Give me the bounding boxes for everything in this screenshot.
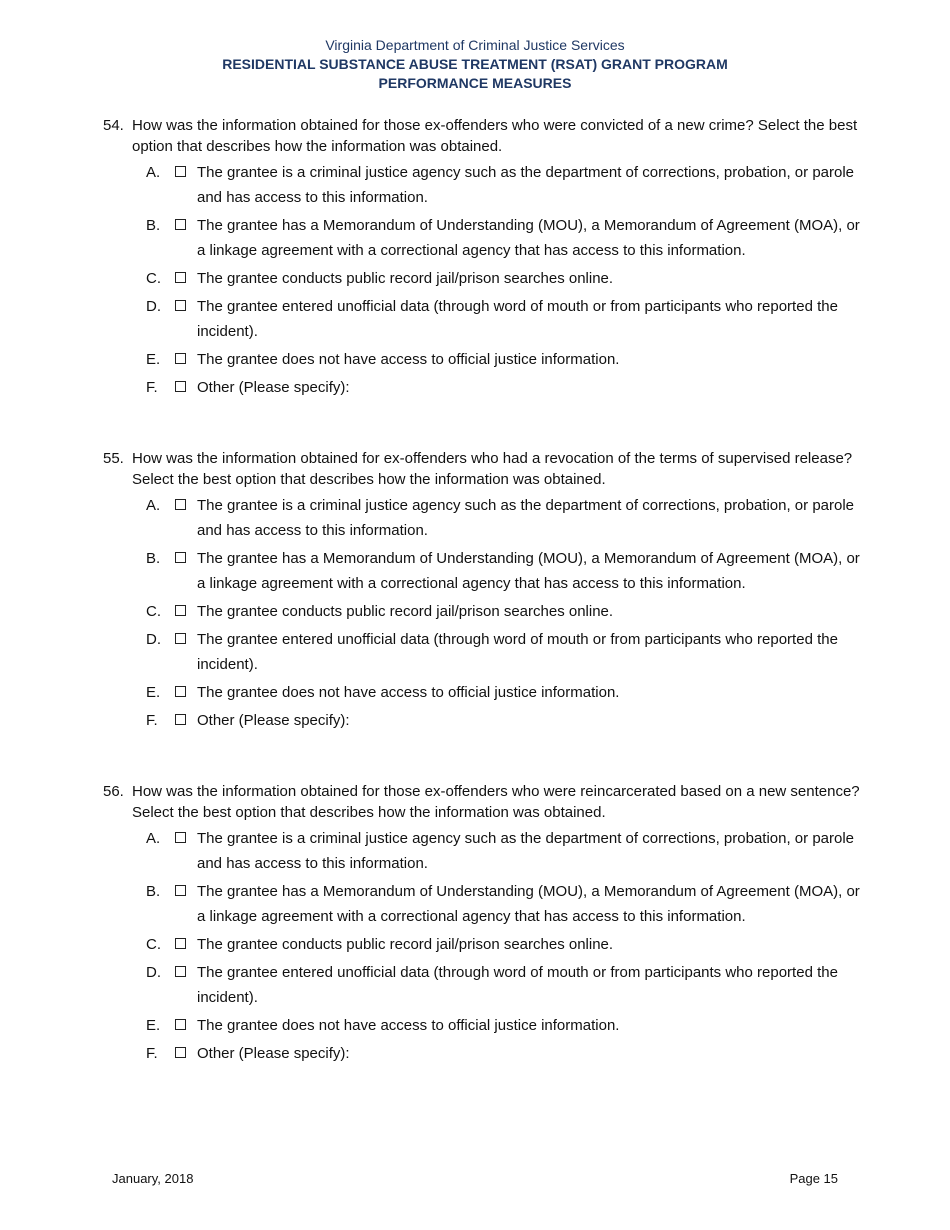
option-d xyxy=(103,627,863,677)
option-letter: D. xyxy=(146,964,161,981)
option-text: Other (Please specify): xyxy=(197,1045,350,1062)
option-text: The grantee conducts public record jail/prison searches online. xyxy=(197,270,614,287)
option-f xyxy=(103,1041,863,1066)
checkbox[interactable] xyxy=(175,938,186,949)
question-55 xyxy=(103,448,863,736)
question-54 xyxy=(103,115,863,403)
option-letter: C. xyxy=(146,936,161,953)
footer-page-number: Page 15 xyxy=(789,1171,838,1186)
option-letter: F. xyxy=(146,379,158,396)
program-title: RESIDENTIAL SUBSTANCE ABUSE TREATMENT (RSAT) GRANT PROGRAM xyxy=(222,56,728,72)
checkbox[interactable] xyxy=(175,686,186,697)
checkbox[interactable] xyxy=(175,714,186,725)
option-letter: E. xyxy=(146,684,161,701)
option-letter: B. xyxy=(146,217,161,234)
checkbox[interactable] xyxy=(175,272,186,283)
option-b xyxy=(103,879,863,929)
option-d xyxy=(103,294,863,344)
option-list xyxy=(103,493,863,733)
footer-date: January, 2018 xyxy=(112,1171,194,1186)
option-list xyxy=(103,826,863,1066)
checkbox[interactable] xyxy=(175,1019,186,1030)
question-prompt xyxy=(103,448,863,490)
option-letter: A. xyxy=(146,830,161,847)
option-e xyxy=(103,1013,863,1038)
option-letter: E. xyxy=(146,351,161,368)
option-text: The grantee has a Memorandum of Understanding (MOU), a Memorandum of Agreement (MOA), or a linkage agreement with a correctional agency that has access to this information. xyxy=(197,550,860,592)
option-text: The grantee is a criminal justice agency such as the department of corrections, probation, or parole and has access to this information. xyxy=(197,497,855,539)
question-prompt xyxy=(103,115,863,157)
option-letter: A. xyxy=(146,164,161,181)
option-e xyxy=(103,680,863,705)
option-text: The grantee entered unofficial data (through word of mouth or from participants who reported the incident). xyxy=(197,631,838,673)
checkbox[interactable] xyxy=(175,499,186,510)
option-text: The grantee does not have access to official justice information. xyxy=(197,684,620,701)
option-text: The grantee entered unofficial data (through word of mouth or from participants who reported the incident). xyxy=(197,964,838,1006)
option-c xyxy=(103,266,863,291)
option-letter: C. xyxy=(146,270,161,287)
checkbox[interactable] xyxy=(175,381,186,392)
checkbox[interactable] xyxy=(175,605,186,616)
question-text: How was the information obtained for those ex-offenders who were reincarcerated based on a new sentence? Select the best option that describes how the information was obtained. xyxy=(132,783,860,821)
option-a xyxy=(103,493,863,543)
agency-name: Virginia Department of Criminal Justice Services xyxy=(325,37,625,53)
option-text: The grantee has a Memorandum of Understanding (MOU), a Memorandum of Agreement (MOA), or a linkage agreement with a correctional agency that has access to this information. xyxy=(197,883,860,925)
option-letter: F. xyxy=(146,712,158,729)
option-list xyxy=(103,160,863,400)
option-d xyxy=(103,960,863,1010)
option-f xyxy=(103,375,863,400)
option-letter: E. xyxy=(146,1017,161,1034)
page-subtitle: PERFORMANCE MEASURES xyxy=(378,75,572,91)
option-b xyxy=(103,546,863,596)
checkbox[interactable] xyxy=(175,1047,186,1058)
question-number: 54. xyxy=(103,117,124,134)
question-number: 56. xyxy=(103,783,124,800)
option-b xyxy=(103,213,863,263)
option-c xyxy=(103,599,863,624)
option-letter: D. xyxy=(146,298,161,315)
option-text: The grantee does not have access to official justice information. xyxy=(197,351,620,368)
option-text: The grantee has a Memorandum of Understanding (MOU), a Memorandum of Agreement (MOA), or a linkage agreement with a correctional agency that has access to this information. xyxy=(197,217,860,259)
option-text: The grantee does not have access to official justice information. xyxy=(197,1017,620,1034)
option-a xyxy=(103,826,863,876)
option-c xyxy=(103,932,863,957)
option-text: The grantee conducts public record jail/prison searches online. xyxy=(197,936,614,953)
option-letter: F. xyxy=(146,1045,158,1062)
checkbox[interactable] xyxy=(175,219,186,230)
option-text: The grantee entered unofficial data (through word of mouth or from participants who reported the incident). xyxy=(197,298,838,340)
checkbox[interactable] xyxy=(175,552,186,563)
checkbox[interactable] xyxy=(175,300,186,311)
page-header xyxy=(0,36,950,93)
option-text: The grantee is a criminal justice agency such as the department of corrections, probation, or parole and has access to this information. xyxy=(197,164,855,206)
option-text: The grantee conducts public record jail/prison searches online. xyxy=(197,603,614,620)
option-e xyxy=(103,347,863,372)
option-letter: A. xyxy=(146,497,161,514)
question-prompt xyxy=(103,781,863,823)
checkbox[interactable] xyxy=(175,633,186,644)
option-letter: B. xyxy=(146,883,161,900)
checkbox[interactable] xyxy=(175,885,186,896)
option-text: Other (Please specify): xyxy=(197,379,350,396)
question-text: How was the information obtained for those ex-offenders who were convicted of a new crime? Select the best option that describes how the information was obtained. xyxy=(132,117,858,155)
question-56 xyxy=(103,781,863,1069)
option-letter: D. xyxy=(146,631,161,648)
checkbox[interactable] xyxy=(175,966,186,977)
option-letter: B. xyxy=(146,550,161,567)
question-text: How was the information obtained for ex-offenders who had a revocation of the terms of supervised release? Select the best option that describes how the information was obtained. xyxy=(132,450,853,488)
option-text: The grantee is a criminal justice agency such as the department of corrections, probation, or parole and has access to this information. xyxy=(197,830,855,872)
checkbox[interactable] xyxy=(175,353,186,364)
checkbox[interactable] xyxy=(175,832,186,843)
option-letter: C. xyxy=(146,603,161,620)
option-a xyxy=(103,160,863,210)
option-f xyxy=(103,708,863,733)
option-text: Other (Please specify): xyxy=(197,712,350,729)
checkbox[interactable] xyxy=(175,166,186,177)
question-number: 55. xyxy=(103,450,124,467)
